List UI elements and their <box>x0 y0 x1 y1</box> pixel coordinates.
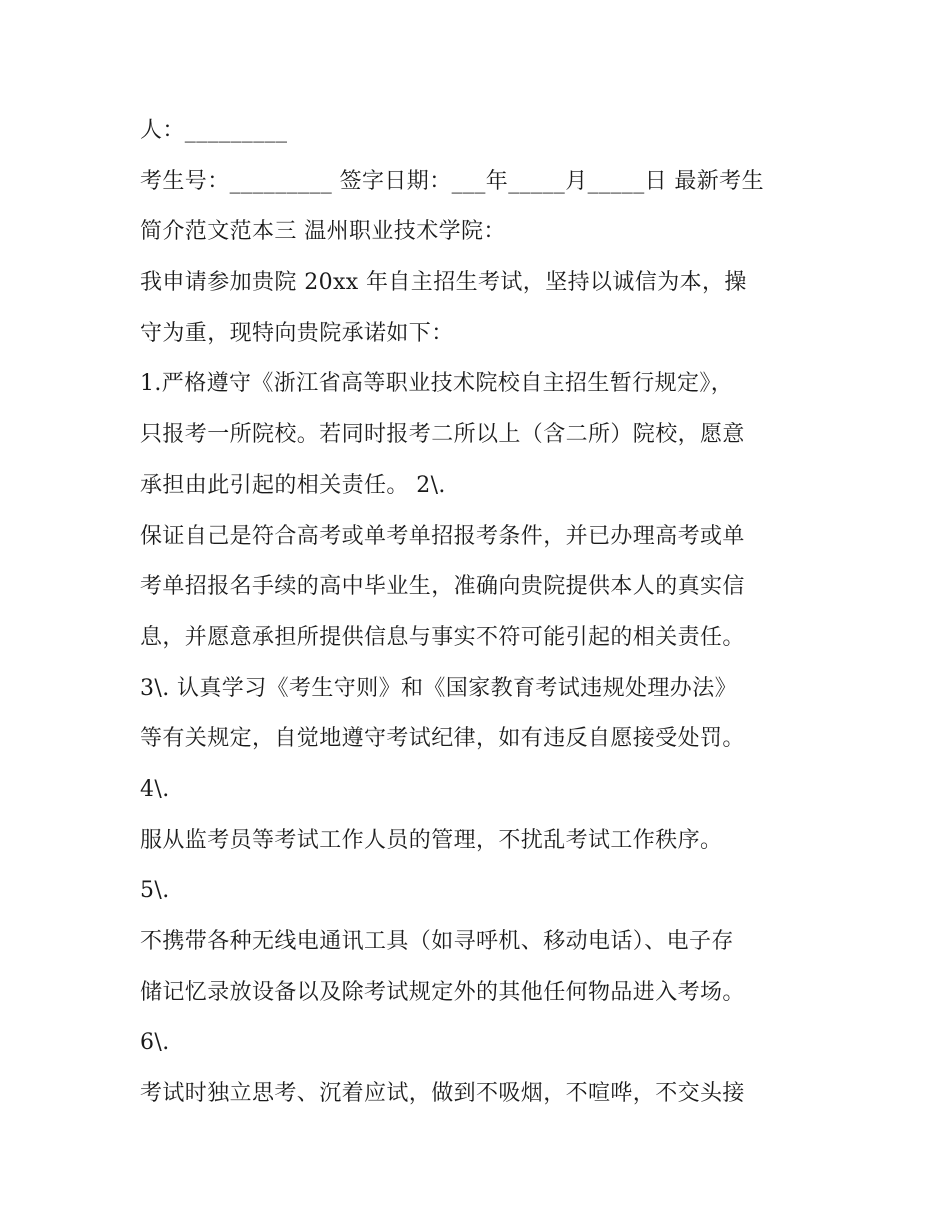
text-line-item-4: 服从监考员等考试工作人员的管理，不扰乱考试工作秩序。 <box>140 827 723 853</box>
text-line-intro-1: 我申请参加贵院 20xx 年自主招生考试，坚持以诚信为本，操 <box>140 270 747 296</box>
text-line-item-2c: 息，并愿意承担所提供信息与事实不符可能引起的相关责任。 <box>140 624 745 650</box>
text-line-exam-number-date: 考生号：_________ 签字日期：___年_____月_____日 最新考生 <box>140 168 764 194</box>
text-line-item-5-number: 5\. <box>140 878 170 904</box>
text-line-item-1a: 1.严格遵守《浙江省高等职业技术院校自主招生暂行规定》， <box>140 371 734 397</box>
document-body <box>140 106 815 1120</box>
text-line-item-5b: 储记忆录放设备以及除考试规定外的其他任何物品进入考场。 <box>140 979 745 1005</box>
text-line-heading: 简介范文范本三 温州职业技术学院： <box>140 219 506 245</box>
text-line-item-2a: 保证自己是符合高考或单考单招报考条件，并已办理高考或单 <box>140 523 745 549</box>
text-line-item-2b: 考单招报名手续的高中毕业生，准确向贵院提供本人的真实信 <box>140 574 745 600</box>
text-line-item-5a: 不携带各种无线电通讯工具（如寻呼机、移动电话）、电子存 <box>140 929 734 954</box>
text-line-item-6a: 考试时独立思考、沉着应试，做到不吸烟，不喧哗，不交头接 <box>140 1081 745 1107</box>
text-line-item-6-number: 6\. <box>140 1030 170 1056</box>
text-line-item-1b: 只报考一所院校。若同时报考二所以上（含二所）院校，愿意 <box>140 422 745 448</box>
text-line-item-3a: 3\. 认真学习《考生守则》和《国家教育考试违规处理办法》 <box>140 675 737 701</box>
text-line-item-3b: 等有关规定，自觉地遵守考试纪律，如有违反自愿接受处罚。 <box>140 726 745 752</box>
text-line-intro-2: 守为重，现特向贵院承诺如下： <box>140 320 454 346</box>
text-line-item-4-number: 4\. <box>140 776 170 802</box>
text-line-item-1c: 承担由此引起的相关责任。 2\. <box>140 472 446 498</box>
text-line-signer: 人：_________ <box>140 118 288 143</box>
